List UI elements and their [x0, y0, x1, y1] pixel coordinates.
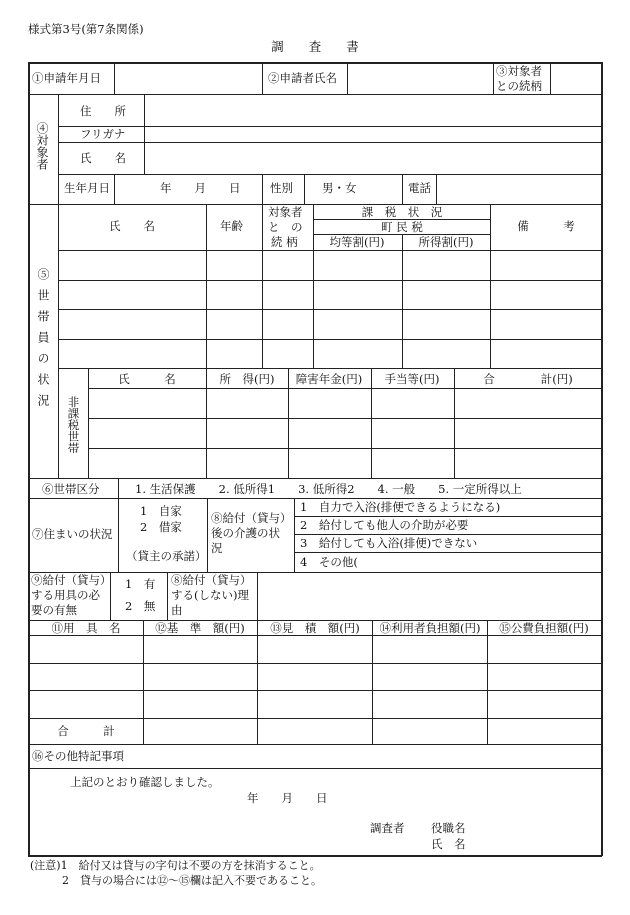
household-section-label: ⑤世帯員の状況 [36, 268, 50, 415]
sex-options: 男・女 [322, 181, 357, 195]
necessity-label-2: する用具の必 [31, 588, 100, 602]
sex-label: 性別 [270, 181, 293, 195]
relation-header-1: 対象者 [268, 205, 303, 219]
care-status-label-3: 況 [211, 541, 223, 555]
tax-status-header: 課 税 状 況 [361, 205, 443, 219]
age-header: 年齢 [220, 219, 243, 233]
confirmation-date: 年 月 日 [247, 791, 328, 805]
confirmation-text: 上記のとおり確認しました。 [70, 775, 220, 789]
investigator-label: 調査者 [370, 821, 405, 835]
care-status-label-2: 後の介護の状 [211, 526, 280, 540]
target-section-label: ④対象者 [35, 122, 49, 170]
necessity-yes: 1 有 [125, 577, 156, 591]
remarks-header: 備 考 [517, 219, 575, 233]
nt-total-header: 合 計(円) [483, 372, 573, 386]
nt-pension-header: 障害年金(円) [295, 372, 363, 386]
necessity-label-1: ⑨給付（貸与） [31, 573, 112, 587]
applicant-name-label: ②申請者氏名 [268, 71, 337, 85]
nontax-household-label: 非課税世帯 [66, 396, 81, 454]
footnote-1: (注意)1 給付又は貸与の字句は不要の方を抹消すること。 [30, 859, 321, 872]
relation-label-1: ③対象者 [496, 64, 542, 78]
household-category-label: ⑥世帯区分 [42, 482, 100, 496]
care-option-1: 1 自力で入浴(排便できるようになる) [300, 500, 501, 514]
total-row-label: 合 計 [57, 724, 115, 738]
user-burden-header: ⑭利用者負担額(円) [379, 621, 481, 635]
page-title: 調 査 書 [271, 39, 359, 54]
special-notes-label: ⑯その他特記事項 [32, 749, 124, 763]
relation-header-2: と の [268, 220, 303, 234]
member-name-header: 氏 名 [109, 219, 155, 233]
household-category-options: 1. 生活保護 2. 低所得1 3. 低所得2 4. 一般 5. 一定所得以上 [135, 482, 522, 496]
name-label: 氏 名 [80, 151, 126, 165]
frame-bottom [28, 855, 602, 857]
landlord-consent: （貸主の承諾） [126, 549, 207, 563]
birthdate-label: 生年月日 [64, 181, 110, 195]
nt-name-header: 氏 名 [118, 372, 176, 386]
footnote-2: 2 貸与の場合には⑫～⑮欄は記入不要であること。 [62, 874, 322, 887]
reason-label-3: 由 [171, 603, 183, 617]
relation-header-3: 続 柄 [271, 235, 298, 249]
application-date-label: ①申請年月日 [32, 71, 101, 85]
care-option-2: 2 給付しても他人の介助が必要 [300, 518, 469, 532]
reason-label-2: する(しない)理 [171, 588, 249, 602]
care-option-3: 3 給付しても入浴(排便)できない [300, 536, 478, 550]
per-capita-header: 均等割(円) [329, 235, 385, 249]
phone-label: 電話 [408, 181, 431, 195]
form-number: 様式第3号(第7条関係) [28, 22, 144, 36]
standard-amount-header: ⑫基 準 額(円) [155, 621, 245, 635]
investigator-name-label: 氏 名 [431, 837, 466, 851]
housing-label: ⑦住まいの状況 [32, 527, 113, 541]
necessity-no: 2 無 [125, 599, 156, 613]
birthdate-fields: 年 月 日 [160, 181, 241, 195]
necessity-label-3: 要の有無 [31, 603, 77, 617]
frame-left [28, 62, 30, 856]
income-levy-header: 所得割(円) [418, 235, 474, 249]
furigana-label: フリガナ [80, 127, 126, 141]
public-burden-header: ⑮公費負担額(円) [499, 621, 589, 635]
housing-option-rent: 2 借家 [140, 520, 182, 534]
care-option-4: 4 その他( [300, 555, 358, 569]
address-label: 住 所 [80, 104, 126, 118]
nt-income-header: 所 得(円) [219, 372, 275, 386]
town-tax-header: 町 民 税 [381, 220, 423, 234]
reason-label-1: ⑧給付（貸与） [171, 573, 252, 587]
housing-option-own: 1 自家 [140, 504, 182, 518]
nt-allowance-header: 手当等(円) [384, 372, 440, 386]
relation-label-2: との続柄 [496, 79, 542, 93]
care-status-label-1: ⑧給付（貸与） [211, 511, 292, 525]
frame-right [601, 62, 603, 856]
post-label: 役職名 [431, 821, 466, 835]
tool-name-header: ⑪用 具 名 [51, 621, 121, 635]
estimate-amount-header: ⑬見 積 額(円) [270, 621, 360, 635]
